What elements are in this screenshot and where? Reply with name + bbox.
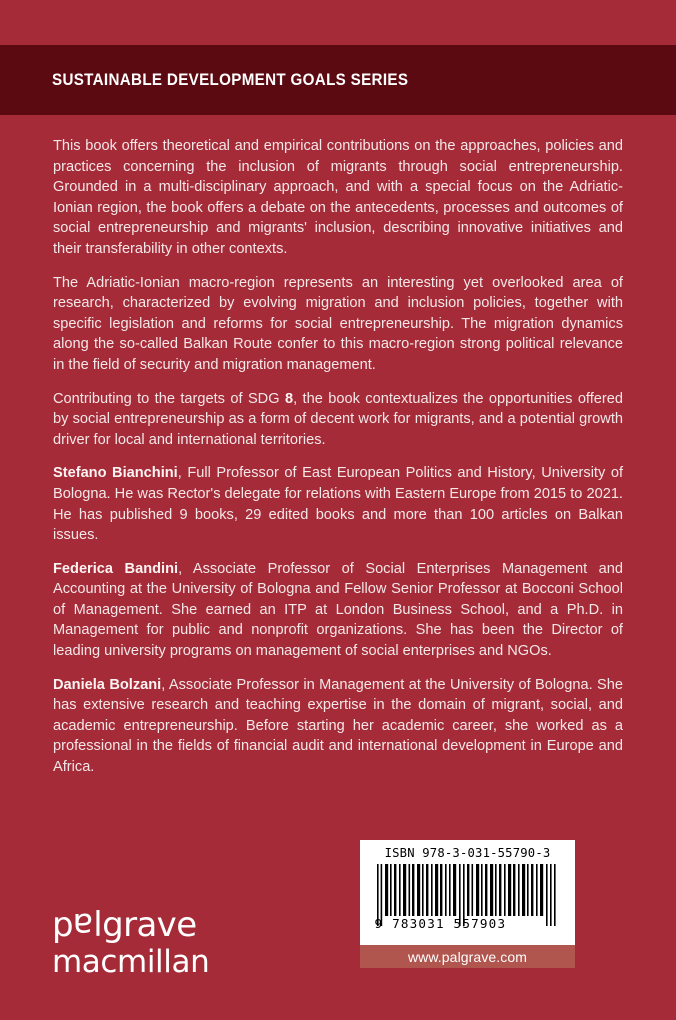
sdg-number: 8 [284, 390, 294, 407]
author-description-3: , Associate Professor in Management at the University of Bologna. She has extensive research and teaching expertise in the domain of migrant, social, and academic entrepreneurship. Before starting her academic career, she worked as a professional in the fields of financial audit and international development in Europe and Africa. [53, 676, 624, 776]
logo-letters-lgrave: lgrave [93, 905, 197, 945]
author-name-2: Federica Bandini [53, 560, 179, 577]
blurb-paragraph-3 [53, 389, 623, 451]
series-band [0, 45, 676, 115]
logo-letter-p: p [52, 905, 73, 945]
barcode-block [360, 840, 575, 968]
sdg-text-after: , the book contextualizes the opportunities offered by social entrepreneurship as a form of decent work for migrants, and a potential growth driver for local and international territories. [53, 390, 623, 448]
blurb-paragraph-1: This book offers theoretical and empirical contributions on the approaches, policies and practices concerning the inclusion of migrants through social entrepreneurship. Grounded in a multi-disciplinary approach, and with a special focus on the Adriatic-Ionian region, the book offers a debate on the antecedents, processes and outcomes of social entrepreneurship and migrants' inclusion, describing innovative initiatives and their transferability in other contexts. [53, 138, 623, 257]
logo-letter-a-rotated: a [72, 905, 94, 945]
author-name-1: Stefano Bianchini [53, 465, 178, 482]
publisher-logo-macmillan: macmillan [52, 944, 210, 980]
isbn-barcode-box [360, 840, 575, 945]
author-name-3: Daniela Bolzani [53, 676, 162, 693]
publisher-url: www.palgrave.com [407, 948, 528, 965]
author-description-2: , Associate Professor of Social Enterprises Management and Accounting at the University of Bologna and Fellow Senior Professor at Bocconi School of Management. She earned an ITP at London Business School, and a Ph.D. in Management for public and nonprofit organizations. She has been the Director of leading university programs on management of social enterprises and NGOs. [53, 560, 623, 660]
barcode-digits: 9 783031 557903 [374, 916, 507, 931]
blurb-paragraph-2: The Adriatic-Ionian macro-region represents an interesting yet overlooked area of research, characterized by evolving migration and inclusion policies, together with specific legislation and reforms for social entrepreneurship. The migration dynamics along the so-called Balkan Route confer to this macro-region strong political relevance in the field of security and migration management. [53, 274, 623, 373]
publisher-url-band [360, 945, 575, 968]
author-bio-3 [53, 675, 623, 778]
publisher-logo [52, 905, 210, 980]
author-bio-1 [53, 463, 623, 545]
author-bio-2 [53, 559, 623, 662]
author-description-1: , Full Professor of East European Politics and History, University of Bologna. He was Rector's delegate for relations with Eastern Europe from 2015 to 2021. He has published 9 books, 29 edited books and more than 100 articles on Balkan issues. [53, 465, 623, 544]
isbn-label: ISBN 978-3-031-55790-3 [384, 846, 551, 860]
publisher-logo-palgrave [52, 905, 209, 945]
back-cover-text-block [53, 136, 623, 778]
sdg-text-before: Contributing to the targets of SDG [53, 390, 285, 407]
series-title: SUSTAINABLE DEVELOPMENT GOALS SERIES [52, 70, 409, 89]
